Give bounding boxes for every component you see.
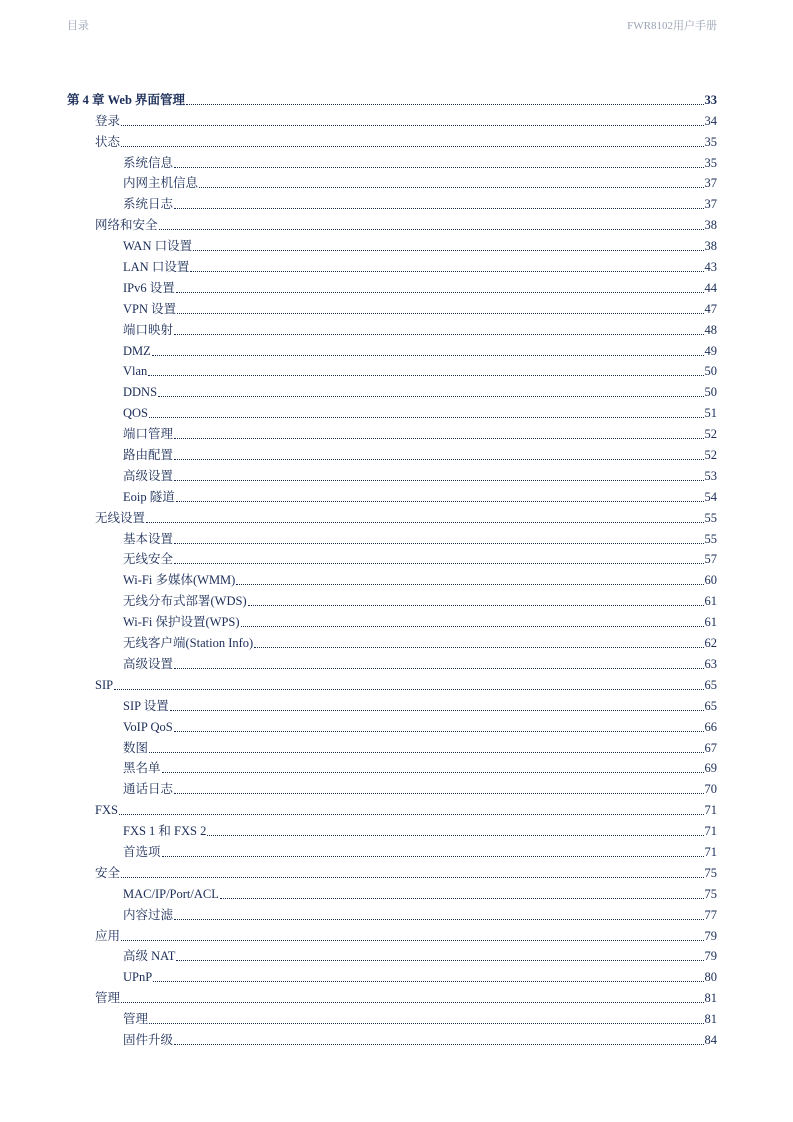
toc-entry-page: 51 [704, 406, 717, 421]
toc-leader-dots [162, 772, 704, 773]
toc-entry[interactable] [67, 839, 717, 860]
toc-entry-title: 端口管理 [123, 427, 174, 442]
toc-leader-dots [220, 898, 704, 899]
toc-entry[interactable] [67, 359, 717, 380]
toc-entry-title: Vlan [123, 364, 148, 379]
toc-entry-page: 50 [704, 364, 717, 379]
toc-entry-page: 37 [704, 197, 717, 212]
header-manual-title: FWR8102用户手册 [627, 20, 717, 32]
toc-entry-page: 81 [704, 1012, 717, 1027]
toc-leader-dots [236, 584, 703, 585]
toc-entry-title: 管理 [123, 1012, 149, 1027]
toc-entry-page: 34 [704, 113, 717, 128]
toc-leader-dots [207, 835, 703, 836]
toc-entry[interactable] [67, 567, 717, 588]
toc-leader-dots [199, 187, 703, 188]
toc-entry-title: QOS [123, 406, 149, 421]
toc-entry[interactable] [67, 881, 717, 902]
toc-leader-dots [174, 438, 703, 439]
toc-entry[interactable] [67, 505, 717, 526]
toc-entry-page: 66 [704, 719, 717, 734]
toc-entry[interactable] [67, 129, 717, 150]
toc-entry-title: 无线分布式部署(WDS) [123, 594, 247, 609]
toc-leader-dots [248, 605, 704, 606]
toc-entry-title: 路由配置 [123, 448, 174, 463]
toc-entry-page: 43 [704, 260, 717, 275]
toc-entry-title: 状态 [95, 134, 121, 149]
toc-entry-page: 47 [704, 301, 717, 316]
toc-entry[interactable] [67, 588, 717, 609]
toc-entry-page: 60 [704, 573, 717, 588]
toc-entry-page: 75 [704, 865, 717, 880]
toc-entry-page: 53 [704, 468, 717, 483]
toc-entry[interactable] [67, 693, 717, 714]
toc-entry-title: 系统日志 [123, 197, 174, 212]
toc-entry[interactable] [67, 630, 717, 651]
toc-entry-title: 无线设置 [95, 510, 146, 525]
toc-entry-page: 49 [704, 343, 717, 358]
toc-entry-title: LAN 口设置 [123, 260, 190, 275]
toc-entry-page: 75 [704, 886, 717, 901]
toc-entry-title: 安全 [95, 865, 121, 880]
toc-entry[interactable] [67, 902, 717, 923]
toc-entry-title: 管理 [95, 991, 121, 1006]
toc-leader-dots [170, 710, 704, 711]
toc-entry[interactable] [67, 797, 717, 818]
toc-entry-title: VPN 设置 [123, 301, 177, 316]
toc-entry-title: DMZ [123, 343, 151, 358]
toc-entry[interactable] [67, 212, 717, 233]
toc-entry-page: 84 [704, 1032, 717, 1047]
toc-entry[interactable] [67, 526, 717, 547]
toc-leader-dots [174, 668, 703, 669]
toc-entry-page: 65 [704, 677, 717, 692]
toc-entry[interactable] [67, 547, 717, 568]
toc-leader-dots [162, 856, 704, 857]
toc-entry-page: 62 [704, 636, 717, 651]
toc-entry[interactable] [67, 191, 717, 212]
toc-entry[interactable] [67, 672, 717, 693]
toc-leader-dots [174, 167, 703, 168]
toc-leader-dots [176, 501, 704, 502]
toc-entry[interactable] [67, 87, 717, 108]
toc-entry-title: 高级 NAT [123, 949, 176, 964]
toc-entry-title: 内网主机信息 [123, 176, 199, 191]
toc-entry-page: 71 [704, 844, 717, 859]
toc-entry-page: 71 [704, 803, 717, 818]
header-section-label: 目录 [67, 20, 89, 32]
toc-entry[interactable] [67, 275, 717, 296]
toc-entry-title: SIP 设置 [123, 698, 169, 713]
toc-leader-dots [152, 355, 704, 356]
toc-leader-dots [121, 1002, 703, 1003]
toc-entry-page: 65 [704, 698, 717, 713]
toc-leader-dots [121, 877, 703, 878]
toc-leader-dots [176, 292, 704, 293]
toc-entry-page: 61 [704, 615, 717, 630]
toc-entry-title: Wi-Fi 保护设置(WPS) [123, 615, 240, 630]
toc-entry-title: DDNS [123, 385, 158, 400]
toc-entry[interactable] [67, 317, 717, 338]
toc-leader-dots [174, 208, 703, 209]
toc-entry-page: 52 [704, 427, 717, 442]
toc-entry-title: 登录 [95, 113, 121, 128]
toc-leader-dots [121, 940, 703, 941]
toc-entry[interactable] [67, 338, 717, 359]
toc-leader-dots [114, 689, 703, 690]
toc-leader-dots [148, 375, 703, 376]
toc-leader-dots [174, 731, 704, 732]
toc-entry-title: 黑名单 [123, 761, 161, 776]
toc-leader-dots [174, 1044, 703, 1045]
toc-leader-dots [153, 981, 703, 982]
toc-entry-page: 61 [704, 594, 717, 609]
toc-entry-title: 无线安全 [123, 552, 174, 567]
toc-leader-dots [241, 626, 704, 627]
toc-entry-title: IPv6 设置 [123, 280, 175, 295]
toc-leader-dots [149, 1023, 703, 1024]
toc-entry-page: 63 [704, 656, 717, 671]
toc-leader-dots [177, 313, 703, 314]
toc-entry-title: 应用 [95, 928, 121, 943]
toc-entry-title: 端口映射 [123, 322, 174, 337]
toc-entry[interactable] [67, 923, 717, 944]
toc-leader-dots [174, 543, 703, 544]
toc-entry[interactable] [67, 1027, 717, 1048]
toc-entry[interactable] [67, 108, 717, 129]
toc-leader-dots [174, 563, 703, 564]
toc-entry-title: 高级设置 [123, 656, 174, 671]
toc-entry[interactable] [67, 756, 717, 777]
toc-leader-dots [174, 334, 703, 335]
toc-leader-dots [176, 960, 703, 961]
toc-leader-dots [149, 752, 703, 753]
toc-entry[interactable] [67, 150, 717, 171]
toc-entry-page: 71 [704, 824, 717, 839]
toc-entry-title: 内容过滤 [123, 907, 174, 922]
toc-entry[interactable] [67, 985, 717, 1006]
toc-entry[interactable] [67, 818, 717, 839]
toc-leader-dots [186, 104, 703, 105]
toc-entry-page: 37 [704, 176, 717, 191]
toc-entry-title: Eoip 隧道 [123, 489, 175, 504]
toc-entry[interactable] [67, 609, 717, 630]
toc-entry-title: 无线客户端(Station Info) [123, 636, 254, 651]
toc-entry[interactable] [67, 421, 717, 442]
toc-entry-page: 48 [704, 322, 717, 337]
toc-entry-title: MAC/IP/Port/ACL [123, 886, 219, 901]
toc-entry-page: 81 [704, 991, 717, 1006]
toc-entry-title: 第 4 章 Web 界面管理 [67, 92, 186, 107]
toc-entry-page: 77 [704, 907, 717, 922]
toc-entry-page: 35 [704, 155, 717, 170]
toc-leader-dots [119, 814, 704, 815]
toc-entry-page: 67 [704, 740, 717, 755]
toc-entry-title: 网络和安全 [95, 218, 158, 233]
toc-entry-title: 固件升级 [123, 1032, 174, 1047]
toc-entry-title: 高级设置 [123, 468, 174, 483]
toc-leader-dots [149, 417, 703, 418]
toc-entry[interactable] [67, 233, 717, 254]
toc-entry-page: 79 [704, 928, 717, 943]
toc-entry[interactable] [67, 1006, 717, 1027]
toc-entry-page: 38 [704, 218, 717, 233]
toc-leader-dots [190, 271, 703, 272]
toc-entry[interactable] [67, 735, 717, 756]
toc-entry-page: 79 [704, 949, 717, 964]
toc-entry-page: 52 [704, 448, 717, 463]
toc-entry-page: 35 [704, 134, 717, 149]
toc-entry-title: 首选项 [123, 844, 161, 859]
toc-entry[interactable] [67, 944, 717, 965]
toc-entry-page: 70 [704, 782, 717, 797]
toc-entry-title: FXS 1 和 FXS 2 [123, 824, 207, 839]
toc-entry-title: 通话日志 [123, 782, 174, 797]
toc-entry-title: 系统信息 [123, 155, 174, 170]
toc-entry-title: 基本设置 [123, 531, 174, 546]
toc-leader-dots [174, 459, 703, 460]
toc-entry[interactable] [67, 296, 717, 317]
toc-entry-page: 50 [704, 385, 717, 400]
toc-leader-dots [174, 793, 703, 794]
toc-leader-dots [174, 480, 703, 481]
toc-leader-dots [121, 125, 703, 126]
toc-entry[interactable] [67, 463, 717, 484]
toc-entry-page: 33 [704, 92, 717, 107]
toc-leader-dots [121, 146, 703, 147]
toc-entry-title: UPnP [123, 970, 153, 985]
toc-entry-title: FXS [95, 803, 118, 818]
toc-entry-page: 54 [704, 489, 717, 504]
toc-entry-title: VoIP QoS [123, 719, 173, 734]
toc-entry-page: 57 [704, 552, 717, 567]
toc-entry[interactable] [67, 860, 717, 881]
toc-entry-title: Wi-Fi 多媒体(WMM) [123, 573, 236, 588]
toc-entry[interactable] [67, 254, 717, 275]
table-of-contents [67, 87, 717, 1048]
toc-leader-dots [254, 647, 703, 648]
toc-entry[interactable] [67, 714, 717, 735]
toc-leader-dots [158, 396, 703, 397]
toc-leader-dots [193, 250, 703, 251]
toc-entry-page: 55 [704, 531, 717, 546]
toc-leader-dots [146, 522, 703, 523]
toc-entry[interactable] [67, 379, 717, 400]
toc-entry-page: 55 [704, 510, 717, 525]
toc-entry[interactable] [67, 442, 717, 463]
toc-entry-title: SIP [95, 677, 114, 692]
toc-leader-dots [159, 229, 704, 230]
toc-entry[interactable] [67, 651, 717, 672]
toc-entry[interactable] [67, 776, 717, 797]
toc-entry[interactable] [67, 171, 717, 192]
toc-entry[interactable] [67, 964, 717, 985]
toc-entry-page: 38 [704, 239, 717, 254]
toc-entry-page: 80 [704, 970, 717, 985]
toc-entry-title: 数图 [123, 740, 149, 755]
toc-leader-dots [174, 919, 703, 920]
toc-entry[interactable] [67, 400, 717, 421]
toc-entry-page: 44 [704, 280, 717, 295]
toc-entry-title: WAN 口设置 [123, 239, 193, 254]
toc-entry-page: 69 [704, 761, 717, 776]
toc-entry[interactable] [67, 484, 717, 505]
